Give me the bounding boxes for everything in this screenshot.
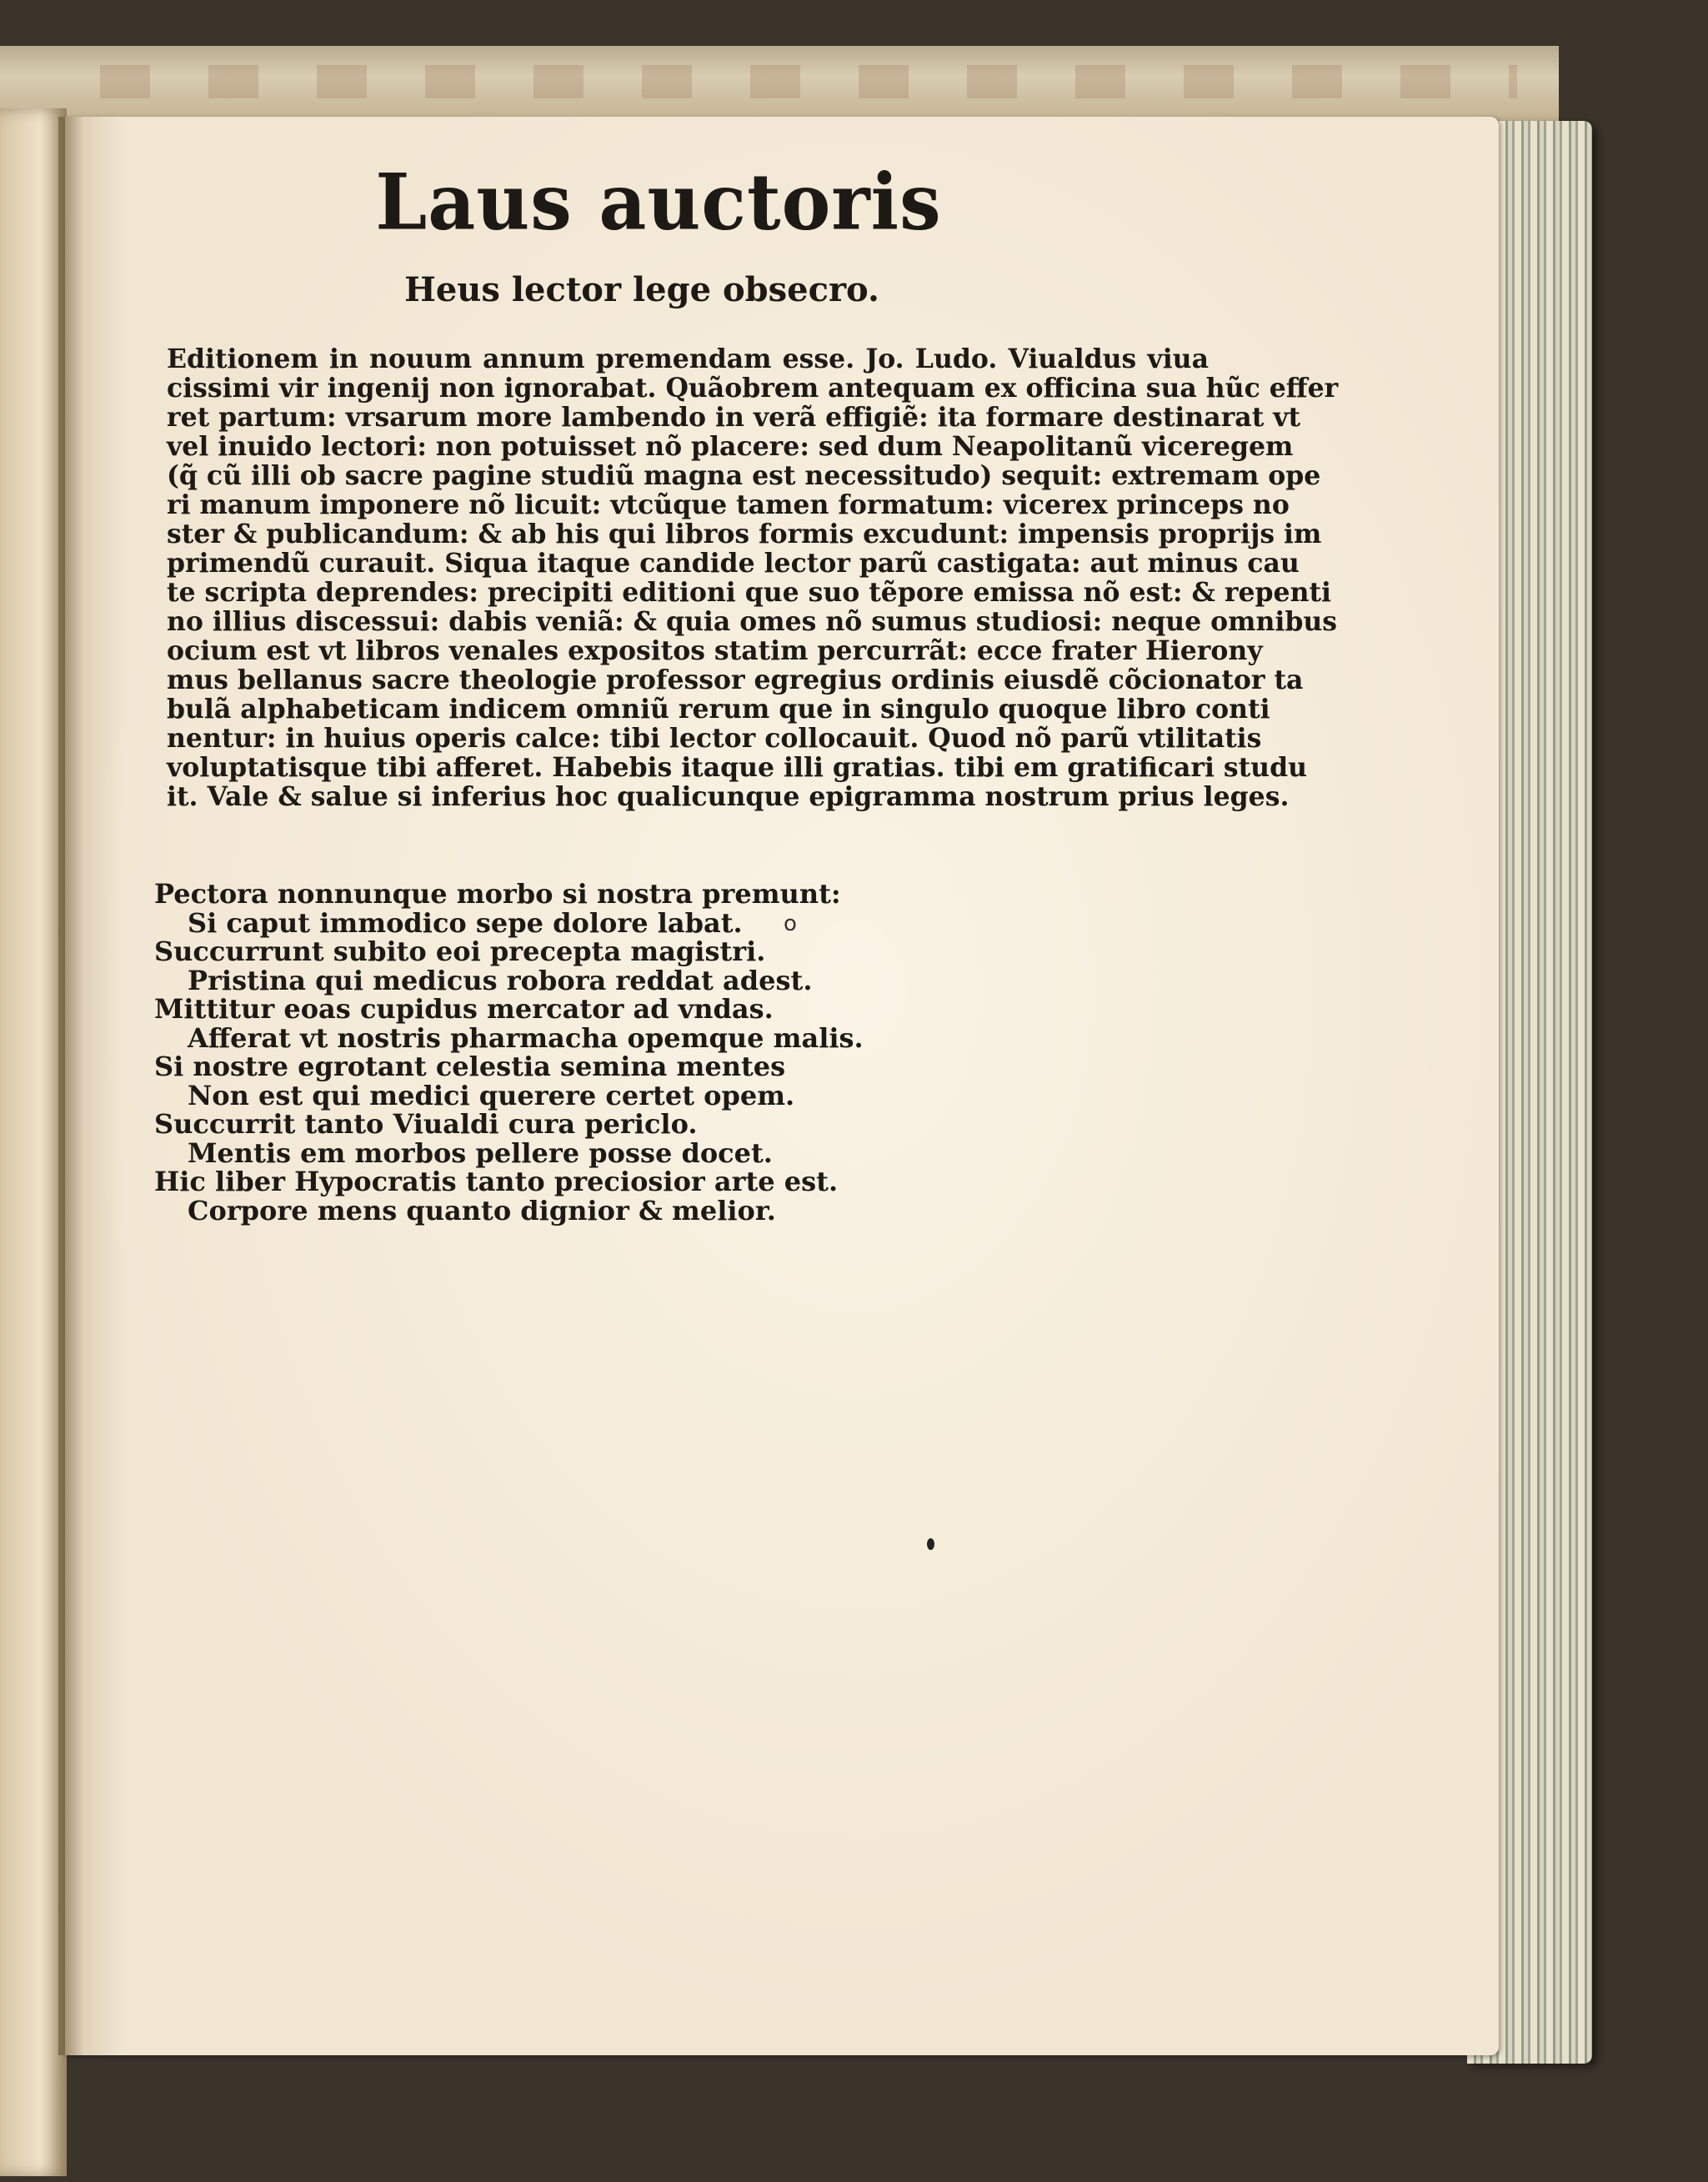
prose-line: (q̃ cũ illi ob sacre pagine studiũ magna est necessitudo) sequit: extremam ope	[167, 460, 1321, 491]
prose-line: primendũ curauit. Siqua itaque candide lector parũ castigata: aut minus cau	[167, 548, 1300, 579]
prose-line: cissimi vir ingenij non ignorabat. Quãobrem antequam ex officina sua hũc effer	[167, 373, 1339, 404]
poem-line: Mittitur eoas cupidus mercator ad vndas.	[154, 993, 774, 1025]
prose-line: no illius discessui: dabis veniã: & quia omes nõ sumus studiosi: neque omnibus	[167, 606, 1338, 637]
prose-line: it. Vale & salue si inferius hoc qualicunque epigramma nostrum prius leges.	[167, 781, 1290, 812]
page-text-block	[142, 156, 1339, 1226]
prose-line: mus bellanus sacre theologie professor egregius ordinis eiusdẽ cõcionator ta	[167, 665, 1304, 695]
poem-line: Succurrit tanto Viualdi cura periclo.	[154, 1108, 698, 1140]
epigram	[154, 880, 1200, 1225]
poem-line: Non est qui medici querere certet opem.	[188, 1079, 795, 1111]
prose-line: ri manum imponere nõ licuit: vtcũque tamen formatum: vicerex princeps no	[167, 489, 1290, 520]
poem-line: Si nostre egrotant celestia semina mentes	[154, 1051, 786, 1082]
page-subtitle: Heus lector lege obsecro.	[404, 270, 879, 309]
prose-line: ocium est vt libros venales expositos statim percurrãt: ecce frater Hierony	[167, 635, 1263, 666]
ink-speck	[927, 1538, 934, 1550]
left-page-edge	[0, 108, 67, 2176]
prose-line: Editionem in nouum annum premendam esse. Jo. Ludo. Viualdus viua	[167, 344, 1209, 374]
poem-line: Succurrunt subito eoi precepta magistri.	[154, 936, 766, 967]
prose-line: ster & publicandum: & ab his qui libros formis excudunt: impensis proprijs im	[167, 519, 1322, 549]
book-top-edge-decoration	[100, 65, 1517, 98]
page-gutter	[58, 117, 83, 2055]
page-title: Laus auctoris	[375, 156, 942, 248]
poem-line: Hic liber Hypocratis tanto preciosior arte est.	[154, 1166, 839, 1197]
prose-line: bulã alphabeticam indicem omniũ rerum que in singulo quoque libro conti	[167, 694, 1270, 725]
prose-line: vel inuido lectori: non potuisset nõ placere: sed dum Neapolitanũ viceregem	[167, 431, 1294, 462]
poem-line: Corpore mens quanto dignior & melior.	[188, 1194, 776, 1226]
preface-paragraph	[167, 344, 1339, 812]
poem-line: Pectora nonnunque morbo si nostra premunt:	[154, 878, 841, 910]
poem-line: Mentis em morbos pellere posse docet.	[188, 1136, 773, 1169]
prose-line: ret partum: vrsarum more lambendo in verã effigiẽ: ita formare destinarat vt	[167, 402, 1301, 433]
poem-line: Afferat vt nostris pharmacha opemque malis.	[188, 1021, 864, 1054]
stray-mark: o	[784, 911, 797, 936]
prose-line: voluptatisque tibi afferet. Habebis itaque illi gratias. tibi em gratificari studu	[167, 752, 1308, 783]
prose-line: te scripta deprendes: precipiti editioni que suo tẽpore emissa nõ est: & repenti	[167, 577, 1331, 608]
poem-line: Si caput immodico sepe dolore labat.	[188, 906, 743, 939]
poem-line: Pristina qui medicus robora reddat adest.	[188, 964, 813, 996]
prose-line: nentur: in huius operis calce: tibi lector collocauit. Quod nõ parũ vtilitatis	[167, 723, 1262, 754]
